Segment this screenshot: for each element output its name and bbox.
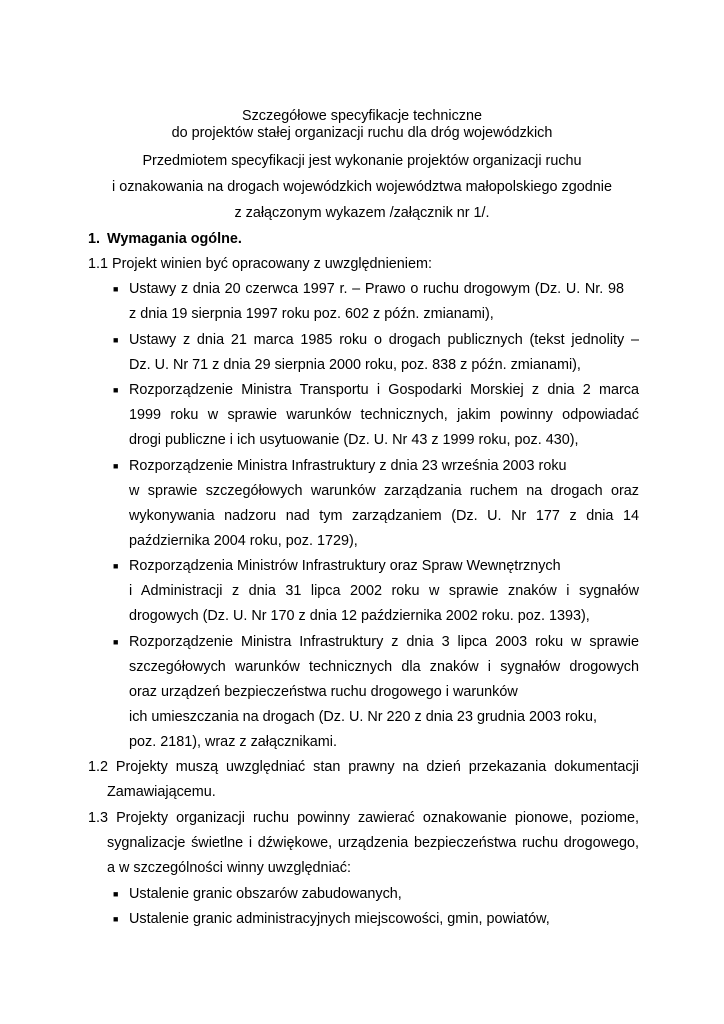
spec-title-line-1: Szczegółowe specyfikacje techniczne <box>242 108 482 124</box>
bullet-6-line-2: szczegółowych warunków technicznych dla znaków i sygnałów drogowych <box>129 659 639 675</box>
bullet-5-line-3: drogowych (Dz. U. Nr 170 z dnia 12 października 2002 roku. poz. 1393), <box>129 608 590 624</box>
bullet-6-line-4: ich umieszczania na drogach (Dz. U. Nr 220 z dnia 23 grudnia 2003 roku, <box>129 709 597 725</box>
bullet-6-line-3: oraz urządzeń bezpieczeństwa ruchu drogowego i warunków <box>129 684 518 700</box>
spec-title-line-2: do projektów stałej organizacji ruchu dla dróg wojewódzkich <box>171 125 553 141</box>
bullet-5-line-1: Rozporządzenia Ministrów Infrastruktury oraz Spraw Wewnętrznych <box>129 558 561 574</box>
paragraph-1-3-line-2: sygnalizacje świetlne i dźwiękowe, urządzenia bezpieczeństwa ruchu drogowego, <box>107 835 639 851</box>
bullet-6-line-5: poz. 2181), wraz z załącznikami. <box>129 734 337 750</box>
paragraph-1-3-line-3: a w szczególności winny uwzględniać: <box>107 860 351 876</box>
intro-line-3: z załączonym wykazem /załącznik nr 1/. <box>234 205 490 221</box>
intro-line-2: i oznakowania na drogach wojewódzkich województwa małopolskiego zgodnie <box>112 179 612 195</box>
paragraph-1-1: 1.1 Projekt winien być opracowany z uwzględnieniem: <box>88 256 432 272</box>
bullet-marker: ■ <box>113 385 119 395</box>
bullet-marker: ■ <box>113 914 119 924</box>
paragraph-1-3-line-1: 1.3 Projekty organizacji ruchu powinny zawierać oznakowanie pionowe, poziome, <box>88 810 639 826</box>
bullet-marker: ■ <box>113 889 119 899</box>
bullet-4-line-2: w sprawie szczegółowych warunków zarządzania ruchem na drogach oraz <box>129 483 639 499</box>
bullet-marker: ■ <box>113 561 119 571</box>
paragraph-1-2-line-2: Zamawiającemu. <box>107 784 216 800</box>
paragraph-1-2-line-1: 1.2 Projekty muszą uwzględniać stan prawny na dzień przekazania dokumentacji <box>88 759 639 775</box>
bullet-4-line-1: Rozporządzenie Ministra Infrastruktury z dnia 23 września 2003 roku <box>129 458 567 474</box>
intro-line-1: Przedmiotem specyfikacji jest wykonanie projektów organizacji ruchu <box>142 153 582 169</box>
bullet-3-line-1: Rozporządzenie Ministra Transportu i Gospodarki Morskiej z dnia 2 marca <box>129 382 639 398</box>
bullet-4-line-4: października 2004 roku, poz. 1729), <box>129 533 358 549</box>
bullet-6-line-1: Rozporządzenie Ministra Infrastruktury z dnia 3 lipca 2003 roku w sprawie <box>129 634 639 650</box>
bullet-marker: ■ <box>113 637 119 647</box>
bullet-1-line-1: Ustawy z dnia 20 czerwca 1997 r. – Prawo o ruchu drogowym (Dz. U. Nr. 98 <box>129 281 624 297</box>
bullet-5-line-2: i Administracji z dnia 31 lipca 2002 roku w sprawie znaków i sygnałów <box>129 583 639 599</box>
bullet-4-line-3: wykonywania nadzoru nad tym zarządzaniem (Dz. U. Nr 177 z dnia 14 <box>129 508 639 524</box>
bullet-marker: ■ <box>113 461 119 471</box>
bullet-3-line-2: 1999 roku w sprawie warunków technicznych, jakim powinny odpowiadać <box>129 407 639 423</box>
bullet-2-line-1: Ustawy z dnia 21 marca 1985 roku o drogach publicznych (tekst jednolity – <box>129 332 639 348</box>
bullet-1-line-2: z dnia 19 sierpnia 1997 roku poz. 602 z późn. zmianami), <box>129 306 494 322</box>
bullet-3-line-3: drogi publiczne i ich usytuowanie (Dz. U. Nr 43 z 1999 roku, poz. 430), <box>129 432 579 448</box>
section-number: 1. <box>88 231 101 247</box>
section-heading: Wymagania ogólne. <box>107 231 242 247</box>
bullet-marker: ■ <box>113 284 119 294</box>
bullet-7-line-1: Ustalenie granic obszarów zabudowanych, <box>129 886 402 902</box>
bullet-8-line-1: Ustalenie granic administracyjnych miejscowości, gmin, powiatów, <box>129 911 550 927</box>
bullet-marker: ■ <box>113 335 119 345</box>
bullet-2-line-2: Dz. U. Nr 71 z dnia 29 sierpnia 2000 roku, poz. 838 z późn. zmianami), <box>129 357 581 373</box>
